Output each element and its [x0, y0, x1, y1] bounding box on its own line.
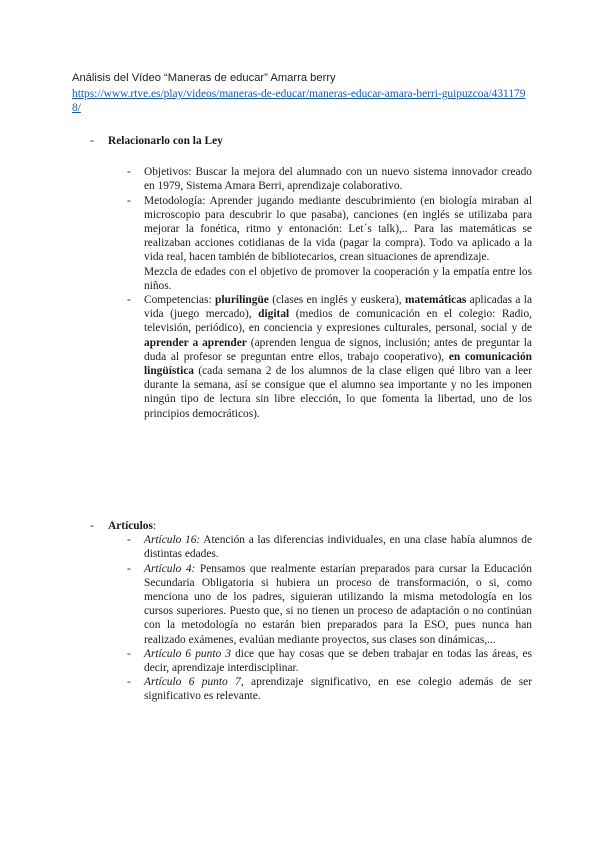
list-item-articulo-16	[72, 533, 532, 561]
list-item-articulo-6-7	[72, 675, 532, 703]
list-item-articulo-6-3	[72, 647, 532, 675]
articulo-6-3-text	[144, 647, 532, 675]
article-label: Artículo 16:	[144, 534, 201, 547]
heading-colon: :	[152, 520, 157, 532]
document-title: Análisis del Vídeo “Maneras de educar” Amarra berry	[72, 72, 336, 84]
section1-list	[72, 165, 532, 421]
comp-keyword: aprender a aprender	[144, 336, 247, 349]
list-item-objetivos	[72, 165, 532, 193]
comp-text: (clases en inglés y euskera),	[268, 294, 405, 307]
bullet-dash: -	[127, 676, 131, 689]
section-relacionarlo	[72, 134, 532, 421]
heading-text: Artículos	[108, 520, 153, 532]
comp-text: aplicadas a la vida (juego mercado),	[144, 294, 532, 321]
competencias-text	[144, 293, 532, 421]
video-link[interactable]: https://www.rtve.es/play/videos/maneras-de-educar/maneras-educar-amara-berri-guipuzcoa/4311798/	[72, 88, 526, 114]
objetivos-text: Objetivos: Buscar la mejora del alumnado con un nuevo sistema innovador creado en 1979, Sistema Amara Berri, aprendizaje colaborativo.	[144, 166, 532, 193]
list-item-competencias	[72, 293, 532, 421]
bullet-dash: -	[90, 135, 94, 147]
bullet-dash: -	[127, 166, 131, 179]
section2-list	[72, 533, 532, 703]
article-text: Pensamos que realmente estarían preparados para cursar la Educación Secundaria Obligatoria si hubiera un proceso de transformación, o si, como menciona uno de los padres, siguieran utilizando la misma metodología en los cursos superiores. Puesto que, si no tienen un proceso de adaptación o no continúan con la metodología no estarán bien preparados para la ESO, pues nunca han realizado exámenes, evalúan mediante proyectos, sus clases son dinámicas,...	[144, 562, 532, 646]
list-item-articulo-4	[72, 562, 532, 647]
article-label: Artículo 6 punto 3	[144, 647, 231, 660]
comp-keyword: digital	[258, 308, 290, 321]
article-text: dice que hay cosas que se deben trabajar en todas las áreas, es decir, aprendizaje interdisciplinar.	[144, 647, 532, 675]
bullet-dash: -	[127, 534, 131, 547]
articulo-6-7-text	[144, 675, 532, 703]
comp-text: (aprenden lengua de signos, inclusión; antes de preguntar la duda al profesor se preguntan entre ellos, trabajo cooperativo),	[144, 336, 532, 363]
bullet-dash: -	[127, 294, 131, 307]
bullet-dash: -	[127, 647, 131, 660]
article-label: Artículo 6 punto 7	[144, 676, 241, 689]
article-text: , aprendizaje significativo, en ese colegio además de ser significativo es relevante.	[144, 676, 532, 703]
list-item-metodologia	[72, 194, 532, 293]
section-articulos	[72, 519, 532, 704]
heading-text: Relacionarlo con la Ley	[108, 135, 223, 147]
section-heading	[72, 519, 532, 533]
bullet-dash: -	[90, 520, 94, 532]
comp-keyword: en comunicación lingüística	[144, 350, 532, 378]
section-heading	[72, 134, 532, 148]
comp-keyword: matemáticas	[404, 294, 467, 307]
bullet-dash: -	[127, 194, 131, 207]
metodologia-text: Metodología: Aprender jugando mediante descubrimiento (en biología miraban al microscopio para descubrir lo que pasaba), canciones (en inglés se utilizaba para mejorar la fonética, ritmo y entonación: Let´s talk),.. Para las matemáticas se realizaban acciones cotidianas de la vida (pagar la compra). Todo va aplicado a la vida real, hacen también de bibliotecarios, crean situaciones de aprendizaje.	[144, 194, 532, 264]
articulo-4-text	[144, 562, 532, 647]
articulo-16-text	[144, 533, 532, 561]
comp-intro: Competencias:	[144, 294, 216, 307]
mezcla-text: Mezcla de edades con el objetivo de promover la cooperación y la empatía entre los niños.	[144, 265, 532, 292]
article-label: Artículo 4:	[144, 562, 196, 575]
bullet-dash: -	[127, 562, 131, 575]
comp-keyword: plurilingüe	[215, 294, 269, 307]
comp-text: (medios de comunicación en el colegio: Radio, televisión, periódico), en conciencia y expresiones culturales, personal, social y de	[144, 308, 532, 335]
comp-text: (cada semana 2 de los alumnos de la clase eligen qué libro van a leer durante la semana, así se consigue que el alumno sea importante y no les imponen ningún tipo de lectura sin libre elección, lo que fomenta la libertad, uno de los principios democráticos).	[144, 365, 532, 420]
article-text: Atención a las diferencias individuales, en una clase había alumnos de distintas edades.	[144, 534, 532, 561]
